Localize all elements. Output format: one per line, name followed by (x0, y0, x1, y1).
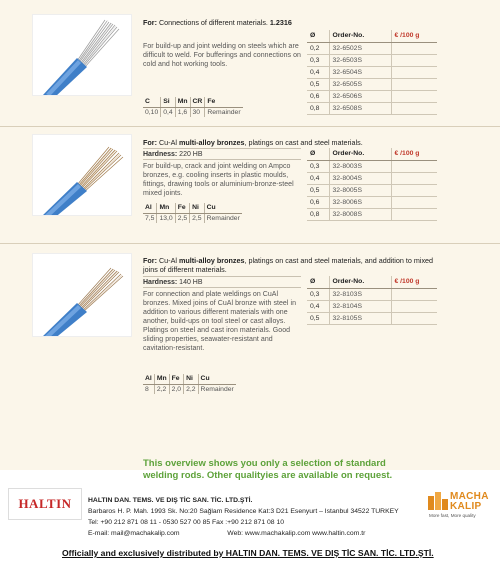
welding-rods-image-1 (32, 14, 132, 96)
table-row: 0,4 32-6504S (307, 66, 437, 78)
comp-value: Remainder (200, 385, 234, 393)
comp-value: 7,5 (143, 213, 157, 223)
comp-header: Al (143, 203, 157, 213)
section-2-hardness: Hardness: 220 HB (143, 148, 301, 160)
company-info (88, 495, 428, 539)
table-row: 0,6 32-6506S (307, 90, 437, 102)
section-1-order-table (307, 30, 437, 115)
section-2-order-table (307, 148, 437, 221)
section-3-description: For connection and plate weldings on CuAl bronzes. Mixed joins of CuAl bronze with steel in addition to various different materials with one another, build-ups on tool steel or cast alloys. Platings on steel and cast iron materials. Good sliding properties, seawater-resistant and cavitation-resistant. (143, 291, 297, 352)
table-row: 0,8 32-6508S (307, 102, 437, 114)
overview-line-1: This overview shows you only a selection of standard (143, 458, 386, 469)
comp-value: 2,5 (175, 213, 189, 223)
order-header-number: Order-No. (329, 276, 391, 288)
company-name: HALTIN DAN. TEMS. VE DIŞ TİC SAN. TİC. LTD.ŞTİ. (88, 497, 253, 504)
welding-rods-bronze-icon (33, 254, 132, 337)
comp-value: 13,0 (157, 213, 175, 223)
section-3-order-table (307, 276, 437, 325)
table-row: 0,3 32-6503S (307, 54, 437, 66)
order-header-price: € /100 g (391, 148, 437, 160)
comp-value: 1,6 (175, 107, 190, 117)
section-divider (0, 243, 500, 244)
macha-building-icon (426, 490, 450, 512)
macha-wordmark: MACHA KALIP (450, 491, 489, 512)
comp-value: 2,2 (184, 384, 198, 394)
section-3-composition-table (143, 374, 236, 394)
welding-rods-image-3 (32, 253, 132, 337)
order-header-number: Order-No. (329, 30, 391, 42)
comp-value: Remainder (206, 214, 240, 222)
company-contact-line (88, 528, 428, 539)
company-address: Barbaros H. P. Mah. 1993 Sk. No:20 Sağlam Residence Kat:3 D21 Esenyurt – Istanbul 34522 TURKEY (88, 508, 399, 515)
comp-header: Si (161, 97, 175, 107)
section-3-hardness: Hardness: 140 HB (143, 276, 301, 288)
section-2-description: For build-up, crack and joint welding on Ampco bronzes, e.g. cooling inserts in plastic moulds, fittings, drawing tools or aluminium-bronze-steel mixed joints. (143, 163, 294, 197)
section-1-composition-table (143, 97, 243, 117)
order-header-diameter: Ø (307, 276, 329, 288)
section-2-headline: For: Cu-Al multi-alloy bronzes, platings on cast and steel materials. (143, 138, 363, 147)
overview-note (143, 458, 443, 482)
order-header-price: € /100 g (391, 30, 437, 42)
section-1-description: For build-up and joint welding on steels which are difficult to weld. For bufferings and connections on cold and hot working tools. (143, 43, 301, 68)
comp-header: Ni (184, 374, 198, 384)
comp-header: Ni (190, 203, 204, 213)
welding-rods-steel-icon (33, 15, 132, 96)
table-row: 0,8 32-8008S (307, 208, 437, 220)
comp-value: 0,4 (161, 107, 175, 117)
comp-header: Mn (154, 374, 169, 384)
comp-header: CR (190, 97, 205, 107)
table-row: 0,5 32-6505S (307, 78, 437, 90)
company-web[interactable]: Web: www.machakalip.com www.haltin.com.tr (227, 530, 366, 537)
table-row: 0,3 32-8003S (307, 160, 437, 172)
comp-value: Remainder (207, 108, 241, 116)
comp-header: C (143, 97, 161, 107)
table-row: 0,6 32-8006S (307, 196, 437, 208)
comp-header: Fe (169, 374, 183, 384)
haltin-logo: HALTIN (8, 488, 82, 520)
macha-tagline: More fast, More quality (429, 513, 476, 518)
company-email[interactable]: E-mail: mail@machakalip.com (88, 530, 180, 537)
table-row: 0,3 32-8103S (307, 288, 437, 300)
table-row: 0,5 32-8105S (307, 312, 437, 324)
comp-value: 2,5 (190, 213, 204, 223)
table-row: 0,2 32-6502S (307, 42, 437, 54)
table-row: 0,4 32-8004S (307, 172, 437, 184)
table-row: 0,4 32-8104S (307, 300, 437, 312)
section-3-headline: For: Cu-Al multi-alloy bronzes, platings on cast and steel materials, and addition to mixed joins of different materials. (143, 256, 434, 274)
order-header-diameter: Ø (307, 30, 329, 42)
comp-value: 0,10 (143, 107, 161, 117)
comp-value: 8 (143, 384, 154, 394)
comp-header: Al (143, 374, 154, 384)
comp-header: Cu (198, 374, 236, 384)
comp-header: Mn (175, 97, 190, 107)
order-header-price: € /100 g (391, 276, 437, 288)
company-phone: Tel: +90 212 871 08 11 - 0530 527 00 85 Fax :+90 212 871 08 10 (88, 519, 285, 526)
comp-value: 2,2 (154, 384, 169, 394)
macha-kalip-logo (424, 490, 496, 522)
table-row: 0,5 32-8005S (307, 184, 437, 196)
comp-header: Mn (157, 203, 175, 213)
welding-rods-bronze-icon (33, 135, 132, 216)
welding-rods-image-2 (32, 134, 132, 216)
comp-header: Cu (204, 203, 242, 213)
comp-value: 30 (190, 107, 205, 117)
overview-line-2: welding rods. Other qualityies are available on request. (143, 470, 393, 481)
order-header-number: Order-No. (329, 148, 391, 160)
section-2-composition-table (143, 203, 242, 223)
section-divider (0, 126, 500, 127)
comp-header: Fe (205, 97, 243, 107)
distribution-footer: Officially and exclusively distributed by HALTIN DAN. TEMS. VE DIŞ TİC SAN. TİC. LTD.ŞTİ. (62, 548, 434, 558)
order-header-diameter: Ø (307, 148, 329, 160)
comp-value: 2,0 (169, 384, 183, 394)
comp-header: Fe (175, 203, 189, 213)
section-1-headline: For: Connections of different materials. 1.2316 (143, 18, 292, 27)
